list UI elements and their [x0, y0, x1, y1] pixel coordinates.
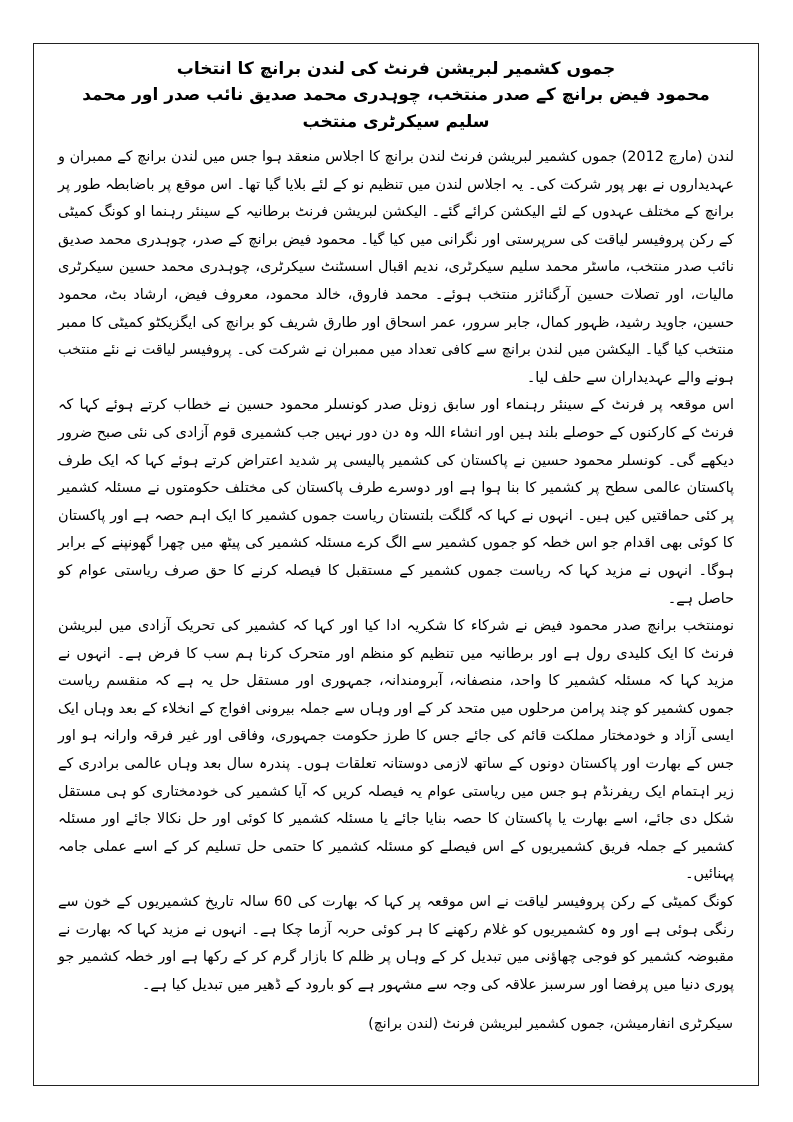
- signature-line: سیکرٹری انفارمیشن، جموں کشمیر لبریشن فرنٹ (لندن برانچ): [368, 1016, 733, 1032]
- article-subtitle: محمود فیض برانچ کے صدر منتخب، چوہدری محمد صدیق نائب صدر اور محمد سلیم سیکرٹری منتخب: [82, 85, 710, 132]
- paragraph-professor-speech: کونگ کمیٹی کے رکن پروفیسر لیاقت نے اس موقعہ پر کہا کہ بھارت کی 60 سالہ تاریخ کشمیریوں کے خون سے رنگی ہوئی ہے اور وہ کشمیریوں کو غلام رکھنے کا ہر کوئی حربہ آزما چکا ہے۔ انہوں نے مزید کہا کہ بھارت نے مقبوضہ کشمیر کو فوجی چھاؤنی میں تبدیل کر کے وہاں پر ظلم کا بازار گرم کر کے رکھا ہے اور خطہ کشمیر جو پوری دنیا میں پرفضا اور سرسبز علاقہ کی وجہ سے مشہور ہے کو بارود کے ڈھیر میں تبدیل کیا ہے۔: [58, 894, 734, 993]
- paragraph-president-speech: نومنتخب برانچ صدر محمود فیض نے شرکاء کا شکریہ ادا کیا اور کہا کہ کشمیر کی تحریک آزادی میں لبریشن فرنٹ کا ایک کلیدی رول ہے اور برطانیہ میں تنظیم کو منظم اور متحرک کرنا ہم سب کا فرض ہے۔ انہوں نے مزید کہا کہ مسئلہ کشمیر کا واحد، منصفانہ، آبرومندانہ، جمہوری اور مستقل حل یہ ہے کہ منقسم ریاست جموں کشمیر کو چند پرامن مرحلوں میں متحد کر کے اور وہاں سے جملہ بیرونی افواج کے انخلاء کے بعد وہاں ایک ایسی آزاد و خودمختار مملکت قائم کی جائے جس کا طرز حکومت جمہوری، وفاقی اور غیر فرقہ وارانہ ہو اور جس کے بھارت اور پاکستان دونوں کے ساتھ لازمی دوستانہ تعلقات ہوں۔ پندرہ سال بعد وہاں عالمی برادری کے زیر اہتمام ایک ریفرنڈم ہو جس میں ریاستی عوام یہ فیصلہ کریں کہ آیا کشمیر کی خودمختاری کو ہی مستقل شکل دی جائے، اسے بھارت یا پاکستان کا حصہ بنایا جائے یا مسئلہ کشمیر کا کوئی اور حل نکالا جائے اور مسئلہ کشمیر کے جملہ فریق کشمیریوں کے اس فیصلے کو مسئلہ کشمیر کا حتمی حل تسلیم کر کے اسے عملی جامہ پہنائیں۔: [58, 618, 734, 883]
- article-title: جموں کشمیر لبریشن فرنٹ کی لندن برانچ کا انتخاب: [176, 59, 616, 79]
- article-body: [58, 56, 734, 999]
- paragraph-election: لندن (مارچ 2012) جموں کشمیر لبریشن فرنٹ لندن برانچ کا اجلاس منعقد ہوا جس میں لندن برانچ کے ممبران و عہدیداروں نے بھر پور شرکت کی۔ یہ اجلاس لندن میں تنظیم نو کے لئے بلایا گیا تھا۔ اس موقع پر باضابطہ طور پر برانچ کے مختلف عہدوں کے لئے الیکشن کرائے گئے۔ الیکشن لبریشن فرنٹ برطانیہ کے سینئر رہنما او کونگ کمیٹی کے رکن پروفیسر لیاقت کی سرپرستی اور نگرانی میں کیا گیا۔ محمود فیض برانچ کے صدر، چوہدری محمد صدیق نائب صدر منتخب، ماسٹر محمد سلیم سیکرٹری، ندیم اقبال اسسٹنٹ سیکرٹری، چوہدری محمد حسین سیکرٹری مالیات، اور تصلات حسین آرگنائزر منتخب ہوئے۔ محمد فاروق، خالد محمود، معروف فیض، ارشاد بٹ، محمود حسین، جاوید رشید، ظہور کمال، جابر سرور، عمر اسحاق اور طارق شریف کو برانچ کی ایگزیکٹو کمیٹی کا ممبر منتخب کیا گیا۔ الیکشن میں لندن برانچ سے کافی تعداد میں ممبران نے شرکت کی۔ پروفیسر لیاقت نے نئے منتخب ہونے والے عہدیداران سے حلف لیا۔: [58, 149, 735, 386]
- paragraph-councillor-speech: اس موقعہ پر فرنٹ کے سینئر رہنماء اور سابق زونل صدر کونسلر محمود حسین نے خطاب کرتے ہوئے کہا کہ فرنٹ کے کارکنوں کے حوصلے بلند ہیں اور انشاء اللہ وہ دن دور نہیں جب کشمیری قوم آزادی کی نئی صبح ضرور دیکھے گی۔ کونسلر محمود حسین نے پاکستان کی کشمیر پالیسی پر شدید اعتراض کرتے ہوئے کہا کہ ایک طرف پاکستان عالمی سطح پر کشمیر کا بنا ہوا ہے اور دوسرے طرف پاکستان کی مختلف حکومتوں نے مسئلہ کشمیر پر کئی حماقتیں کیں ہیں۔ انہوں نے کہا کہ گلگت بلتستان ریاست جموں کشمیر کا ایک اہم حصہ ہے اور پاکستان کا کوئی بھی اقدام جو اس خطہ کو جموں کشمیر سے الگ کرے مسئلہ کشمیر کی پیٹھ میں چھرا گھونپنے کے برابر ہوگا۔ انہوں نے مزید کہا کہ ریاست جموں کشمیر کے مستقبل کا فیصلہ کرنے کا حق صرف ریاستی عوام کو حاصل ہے۔: [58, 397, 734, 607]
